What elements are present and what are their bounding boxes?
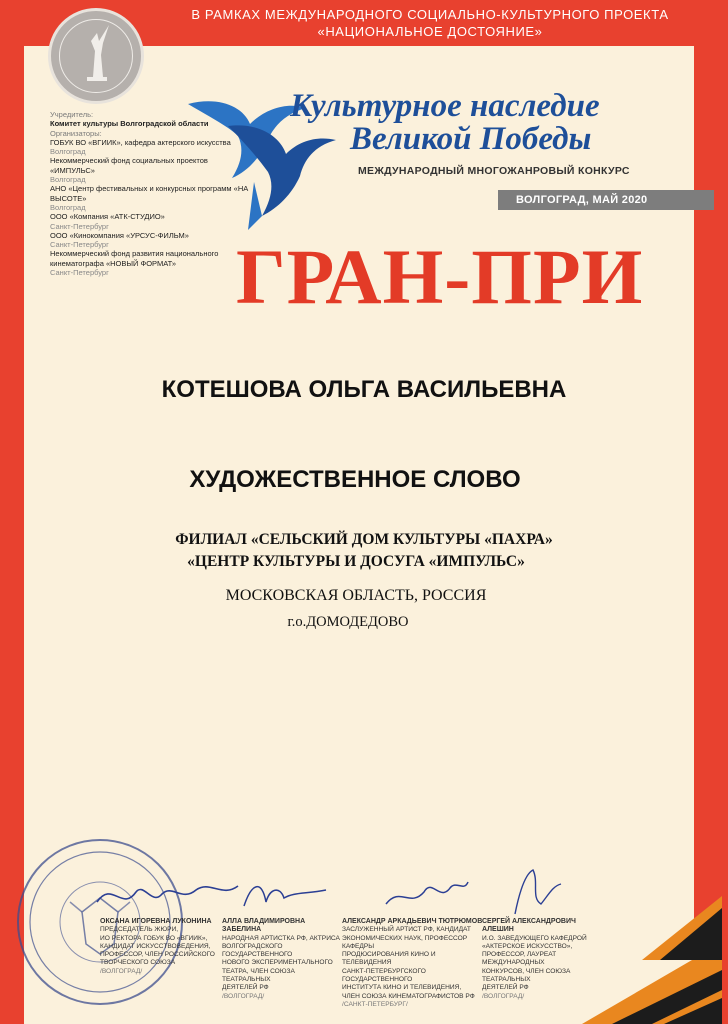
city-date-bar: ВОЛГОГРАД, МАЙ 2020 — [498, 190, 714, 210]
organizer-item: Некоммерческий фонд социальных проектов «ИМПУЛЬС» Волгоград — [50, 156, 208, 185]
contest-title-line2: Великой Победы — [350, 121, 592, 157]
project-header — [170, 6, 690, 40]
contest-subtitle: МЕЖДУНАРОДНЫЙ МНОГОЖАНРОВЫЙ КОНКУРС — [358, 165, 630, 177]
frame-right — [694, 0, 728, 1024]
organizer-item: АНО «Центр фестивальных и конкурсных программ «НА ВЫСОТЕ» Волгоград — [50, 184, 249, 212]
project-header-line1: В РАМКАХ МЕЖДУНАРОДНОГО СОЦИАЛЬНО-КУЛЬТУРНОГО ПРОЕКТА — [191, 7, 669, 22]
signature-block: ОКСАНА ИГОРЕВНА ЛУКОНИНА ПРЕДСЕДАТЕЛЬ ЖЮРИ, ИО РЕКТОРА ГОБУК ВО «ВГИИК», КАНДИДАТ ИСКУССТВОВЕДЕНИЯ, ПРОФЕССОР, ЧЛЕН РОССИЙСКОГО ТВОРЧЕСКОГО СОЮЗА /ВОЛГОГРАД/ — [100, 918, 215, 975]
motherland-statue-icon — [51, 11, 141, 101]
signature-block: АЛЛА ВЛАДИМИРОВНА ЗАБЕЛИНА НАРОДНАЯ АРТИСТКА РФ, АКТРИСА ВОЛГОГРАДСКОГО ГОСУДАРСТВЕННОГО НОВОГО ЭКСПЕРИМЕНТАЛЬНОГО ТЕАТРА, ЧЛЕН СОЮЗА ТЕАТРАЛЬНЫХ ДЕЯТЕЛЕЙ РФ /ВОЛГОГРАД/ — [222, 918, 340, 1000]
organizer-item: ООО «Компания «АТК-СТУДИО» Санкт-Петербург — [50, 212, 165, 231]
signature-scribble-1 — [92, 872, 242, 916]
town-text: г.о.ДОМОДЕДОВО — [287, 614, 409, 630]
signature-scribble-2 — [240, 872, 330, 916]
signature-block: АЛЕКСАНДР АРКАДЬЕВИЧ ТЮТРЮМОВ ЗАСЛУЖЕННЫЙ АРТИСТ РФ, КАНДИДАТ ЭКОНОМИЧЕСКИХ НАУК, ПРОФЕССОР КАФЕДРЫ ПРОДЮСИРОВАНИЯ КИНО И ТЕЛЕВИДЕНИЯ САНКТ-ПЕТЕРБУРГСКОГО ГОСУДАРСТВЕННОГО ИНСТИТУТА КИНО И ТЕЛЕВИДЕНИЯ, ЧЛЕН СОЮЗА КИНЕМАТОГРАФИСТОВ РФ /САНКТ-ПЕТЕРБУРГ/ — [342, 918, 483, 1008]
founder-name: Комитет культуры Волгоградской области — [50, 119, 209, 129]
st-george-ribbon-star-icon — [572, 890, 722, 1024]
organizer-item: Некоммерческий фонд развития национального кинематографа «НОВЫЙ ФОРМАТ» Санкт-Петербург — [50, 249, 219, 278]
founder-caption: Учредитель: — [50, 110, 94, 119]
recipient-name: КОТЕШОВА ОЛЬГА ВАСИЛЬЕВНА — [161, 376, 567, 403]
signature-scribble-4 — [505, 864, 565, 920]
organizer-item: ООО «Кинокомпания «УРСУС-ФИЛЬМ» Санкт-Петербург — [50, 230, 189, 250]
signature-block: СЕРГЕЙ АЛЕКСАНДРОВИЧ АЛЕШИН И.О. ЗАВЕДУЮЩЕГО КАФЕДРОЙ «АКТЕРСКОЕ ИСКУССТВО», ПРОФЕССОР, ЛАУРЕАТ МЕЖДУНАРОДНЫХ КОНКУРСОВ, ЧЛЕН СОЮЗА ТЕАТРАЛЬНЫХ ДЕЯТЕЛЕЙ РФ /ВОЛГОГРАД/ — [482, 918, 587, 1000]
award-title: ГРАН-ПРИ — [236, 233, 644, 320]
award-category: ХУДОЖЕСТВЕННОЕ СЛОВО — [189, 466, 521, 493]
institution-line1: ФИЛИАЛ «СЕЛЬСКИЙ ДОМ КУЛЬТУРЫ «ПАХРА» — [175, 531, 553, 548]
national-heritage-badge — [48, 8, 144, 104]
contest-title — [290, 90, 670, 156]
region-text: МОСКОВСКАЯ ОБЛАСТЬ, РОССИЯ — [225, 587, 487, 604]
organizers-caption: Организаторы: — [50, 128, 102, 138]
contest-title-line1: Культурное наследие — [290, 88, 600, 124]
institution-line2: «ЦЕНТР КУЛЬТУРЫ И ДОСУГА «ИМПУЛЬС» — [187, 553, 525, 570]
project-header-line2: «НАЦИОНАЛЬНОЕ ДОСТОЯНИЕ» — [317, 24, 543, 39]
organizer-item: ГОБУК ВО «ВГИИК», кафедра актерского искусства Волгоград — [50, 137, 231, 157]
signature-scribble-3 — [380, 868, 470, 916]
